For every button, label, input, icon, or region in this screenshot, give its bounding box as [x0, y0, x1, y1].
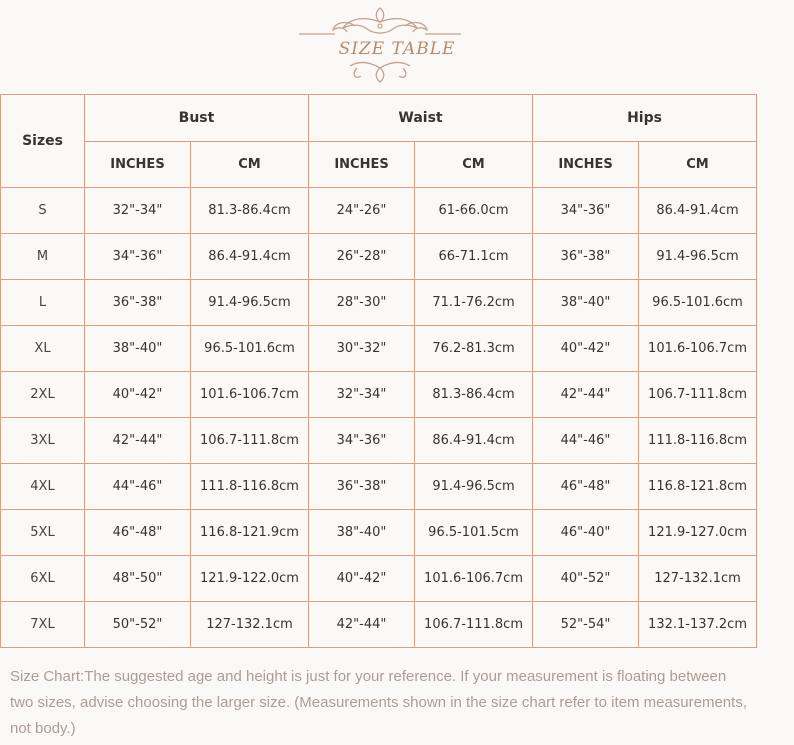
bust-cm-cell: 81.3-86.4cm [191, 188, 309, 234]
table-row [1, 326, 757, 372]
page-title: SIZE TABLE [338, 39, 456, 59]
bust-cm-cell: 106.7-111.8cm [191, 418, 309, 464]
hips-cm-cell: 96.5-101.6cm [639, 280, 757, 326]
table-body [1, 188, 757, 648]
bust-inches-cell: 34"-36" [85, 234, 191, 280]
size-cell: 7XL [1, 602, 85, 648]
unit-header: INCHES [533, 142, 639, 188]
table-row [1, 602, 757, 648]
waist-inches-cell: 40"-42" [309, 556, 415, 602]
bust-inches-cell: 46"-48" [85, 510, 191, 556]
size-table [0, 94, 757, 648]
bust-cm-cell: 96.5-101.6cm [191, 326, 309, 372]
hips-cm-cell: 106.7-111.8cm [639, 372, 757, 418]
waist-cm-cell: 81.3-86.4cm [415, 372, 533, 418]
bust-inches-cell: 36"-38" [85, 280, 191, 326]
bust-inches-cell: 48"-50" [85, 556, 191, 602]
hips-inches-cell: 46"-48" [533, 464, 639, 510]
unit-header: INCHES [309, 142, 415, 188]
waist-inches-cell: 34"-36" [309, 418, 415, 464]
waist-cm-cell: 106.7-111.8cm [415, 602, 533, 648]
size-cell: 4XL [1, 464, 85, 510]
unit-header: CM [415, 142, 533, 188]
waist-cm-cell: 91.4-96.5cm [415, 464, 533, 510]
bust-inches-cell: 38"-40" [85, 326, 191, 372]
waist-inches-cell: 42"-44" [309, 602, 415, 648]
bust-inches-cell: 40"-42" [85, 372, 191, 418]
table-row [1, 188, 757, 234]
unit-header: INCHES [85, 142, 191, 188]
bust-cm-cell: 121.9-122.0cm [191, 556, 309, 602]
size-cell: M [1, 234, 85, 280]
unit-header: CM [639, 142, 757, 188]
unit-header: CM [191, 142, 309, 188]
waist-cm-cell: 71.1-76.2cm [415, 280, 533, 326]
table-row [1, 418, 757, 464]
waist-cm-cell: 86.4-91.4cm [415, 418, 533, 464]
hips-inches-cell: 40"-52" [533, 556, 639, 602]
size-cell: L [1, 280, 85, 326]
hips-inches-cell: 40"-42" [533, 326, 639, 372]
waist-cm-cell: 66-71.1cm [415, 234, 533, 280]
table-row [1, 510, 757, 556]
table-row [1, 556, 757, 602]
group-header-waist: Waist [309, 95, 533, 142]
hips-inches-cell: 46"-40" [533, 510, 639, 556]
size-cell: 5XL [1, 510, 85, 556]
bust-cm-cell: 91.4-96.5cm [191, 280, 309, 326]
hips-cm-cell: 116.8-121.8cm [639, 464, 757, 510]
bust-inches-cell: 50"-52" [85, 602, 191, 648]
waist-inches-cell: 32"-34" [309, 372, 415, 418]
waist-inches-cell: 38"-40" [309, 510, 415, 556]
bust-cm-cell: 101.6-106.7cm [191, 372, 309, 418]
waist-cm-cell: 61-66.0cm [415, 188, 533, 234]
unit-header-row [1, 142, 757, 188]
size-cell: S [1, 188, 85, 234]
bust-inches-cell: 42"-44" [85, 418, 191, 464]
size-cell: 6XL [1, 556, 85, 602]
waist-inches-cell: 30"-32" [309, 326, 415, 372]
hips-cm-cell: 91.4-96.5cm [639, 234, 757, 280]
waist-cm-cell: 96.5-101.5cm [415, 510, 533, 556]
table-row [1, 372, 757, 418]
bust-cm-cell: 116.8-121.9cm [191, 510, 309, 556]
hips-cm-cell: 86.4-91.4cm [639, 188, 757, 234]
waist-inches-cell: 26"-28" [309, 234, 415, 280]
table-row [1, 280, 757, 326]
size-cell: XL [1, 326, 85, 372]
waist-cm-cell: 76.2-81.3cm [415, 326, 533, 372]
hips-inches-cell: 44"-46" [533, 418, 639, 464]
bust-cm-cell: 127-132.1cm [191, 602, 309, 648]
waist-cm-cell: 101.6-106.7cm [415, 556, 533, 602]
bust-inches-cell: 32"-34" [85, 188, 191, 234]
hips-inches-cell: 52"-54" [533, 602, 639, 648]
waist-inches-cell: 24"-26" [309, 188, 415, 234]
bust-cm-cell: 111.8-116.8cm [191, 464, 309, 510]
hips-cm-cell: 121.9-127.0cm [639, 510, 757, 556]
bust-inches-cell: 44"-46" [85, 464, 191, 510]
group-header-hips: Hips [533, 95, 757, 142]
waist-inches-cell: 28"-30" [309, 280, 415, 326]
hips-inches-cell: 38"-40" [533, 280, 639, 326]
hips-cm-cell: 111.8-116.8cm [639, 418, 757, 464]
size-cell: 3XL [1, 418, 85, 464]
waist-inches-cell: 36"-38" [309, 464, 415, 510]
size-cell: 2XL [1, 372, 85, 418]
size-chart-note: Size Chart:The suggested age and height is just for your reference. If your measurement is floating between two sizes, advise choosing the larger size. (Measurements shown in the size chart refer to item measurements, not body.) [10, 668, 747, 737]
header [0, 0, 794, 90]
hips-inches-cell: 36"-38" [533, 234, 639, 280]
group-header-row [1, 95, 757, 142]
hips-inches-cell: 34"-36" [533, 188, 639, 234]
sizes-header: Sizes [1, 95, 85, 188]
hips-cm-cell: 101.6-106.7cm [639, 326, 757, 372]
table-row [1, 464, 757, 510]
hips-cm-cell: 127-132.1cm [639, 556, 757, 602]
hips-inches-cell: 42"-44" [533, 372, 639, 418]
group-header-bust: Bust [85, 95, 309, 142]
bust-cm-cell: 86.4-91.4cm [191, 234, 309, 280]
hips-cm-cell: 132.1-137.2cm [639, 602, 757, 648]
table-row [1, 234, 757, 280]
